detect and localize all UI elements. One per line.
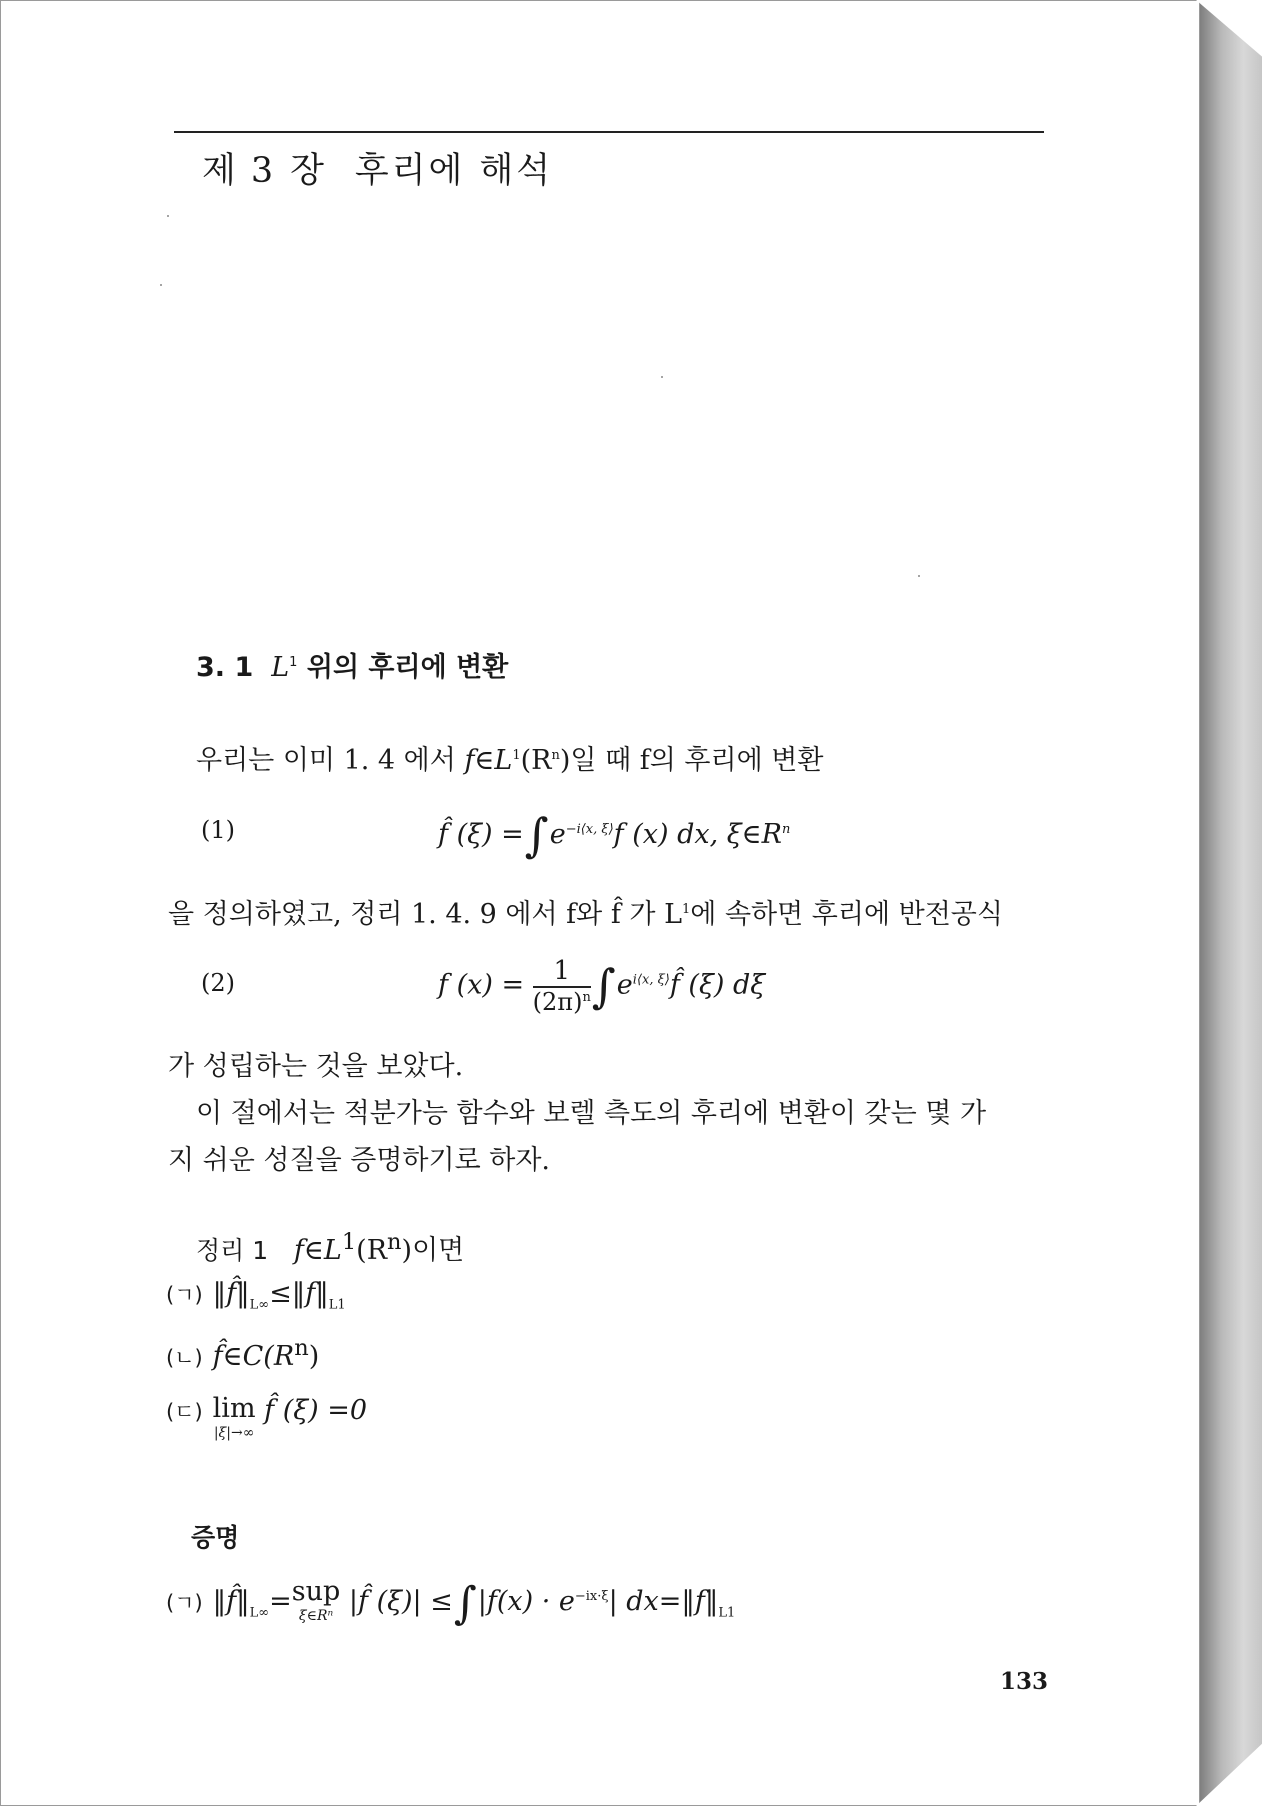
chapter-suffix: 장 [290,151,327,191]
theorem-math: f∈L [293,1235,342,1266]
paragraph-3: 가 성립하는 것을 보았다. [168,1051,464,1082]
item-a-norm: ‖f̂‖ [212,1278,250,1309]
integral-sign: ∫ [524,808,549,862]
proof-line-a [166,1578,735,1629]
paragraph-1 [196,738,823,777]
chapter-heading [202,143,553,193]
item-b-text: f̂∈C(R [212,1341,295,1372]
limit-operator [213,1395,256,1440]
item-marker: (ㄷ) [166,1400,203,1424]
sup-operator [292,1578,341,1623]
proof-result-sub: L1 [718,1605,736,1621]
equation-1-lhs: f̂ (ξ) = [438,819,524,850]
limit-text: lim [212,1393,256,1424]
fraction-denominator-sup: n [582,990,591,1005]
theorem-item-c [166,1395,367,1440]
paragraph-2-pre: 을 정의하였고, 정리 1. 4. 9 에서 f와 f̂ 가 L [168,899,683,930]
section-math-sup: 1 [289,655,298,670]
integral-sign: ∫ [453,1578,477,1629]
equation-2-exp-base: e [616,969,633,1001]
section-heading [196,645,508,684]
theorem-sup: 1 [341,1229,357,1255]
equation-1-label: (1) [201,816,235,844]
paragraph-1-sup: 1 [512,748,521,763]
equation-1-exp-base: e [549,819,566,850]
item-marker: (ㄱ) [166,1591,203,1615]
paragraph-1-post: )일 때 f의 후리에 변환 [559,745,824,776]
chapter-title: 후리에 해석 [354,151,554,191]
scan-speck [167,215,169,217]
chapter-number: 3 [250,151,277,191]
equation-1-rest-sup: n [781,822,791,837]
fraction-numerator: 1 [533,956,591,988]
paragraph-1-mid: (R [520,745,552,776]
scan-speck [661,376,663,378]
fraction-denominator-base: (2π) [532,988,583,1016]
proof-equals: = [269,1586,292,1617]
item-a-sub2: L1 [328,1297,346,1313]
equation-1-exponent: −i⟨x, ξ⟩ [565,822,614,837]
theorem-sup2: n [387,1229,402,1255]
item-marker: (ㄴ) [166,1346,203,1370]
book-page-edge [1200,0,1262,1806]
scan-speck [160,284,162,286]
paragraph-2 [168,892,1003,931]
section-number: 3. 1 [196,652,254,683]
item-a-sub1: L∞ [249,1297,270,1313]
proof-result: | dx=‖f‖ [608,1586,719,1617]
paragraph-2-sup: 1 [682,902,691,917]
theorem-mid: (R [356,1235,388,1266]
theorem-statement [196,1228,464,1267]
item-c-post: f̂ (ξ) =0 [264,1395,368,1426]
proof-exponent: −ix·ξ [574,1589,609,1604]
theorem-item-a [166,1278,346,1312]
proof-norm: ‖f̂‖ [212,1586,250,1617]
paragraph-1-math: f∈L [464,745,513,776]
proof-norm-sub: L∞ [249,1605,270,1621]
item-b-sup: n [294,1335,309,1361]
proof-integrand: |f(x) · e [477,1586,575,1617]
equation-2-lhs: f (x) = [438,969,525,1001]
proof-abs: |f̂ (ξ)| ≤ [348,1586,453,1617]
equation-2-exponent: i⟨x, ξ⟩ [632,972,670,988]
chapter-prefix: 제 [202,151,239,191]
scan-speck [918,575,920,577]
integral-sign: ∫ [591,958,616,1013]
equation-2-fraction [533,956,591,1016]
paragraph-4-line-1: 이 절에서는 적분가능 함수와 보렐 측도의 후리에 변환이 갖는 몇 가 [196,1098,987,1129]
item-a-mid: ≤‖f‖ [269,1278,329,1309]
equation-2 [438,956,765,1016]
equation-1-rest: f (x) dx, ξ∈R [613,819,782,850]
sup-subscript: ξ∈Rⁿ [298,1608,334,1624]
section-title: 위의 후리에 변환 [306,652,509,683]
theorem-label: 정리 1 [196,1236,269,1265]
theorem-item-b [166,1335,319,1372]
item-b-post: ) [308,1341,320,1372]
proof-label: 증명 [191,1523,240,1552]
equation-1 [438,808,790,862]
paragraph-4-line-2: 지 쉬운 성질을 증명하기로 하자. [168,1145,550,1176]
fraction-denominator [533,988,591,1016]
paragraph-1-pre: 우리는 이미 1. 4 에서 [196,745,465,776]
page-number: 133 [1000,1668,1049,1695]
item-marker: (ㄱ) [166,1283,203,1307]
equation-2-rest: f̂ (ξ) dξ [669,969,766,1001]
paragraph-1-sup2: n [551,748,560,763]
theorem-post: )이면 [401,1235,465,1266]
equation-2-label: (2) [201,969,235,997]
section-math: L [271,652,290,683]
paragraph-2-post: 에 속하면 후리에 반전공식 [690,899,1003,930]
chapter-rule [174,131,1044,133]
sup-text: sup [291,1576,341,1607]
limit-subscript: |ξ|→∞ [213,1425,255,1441]
